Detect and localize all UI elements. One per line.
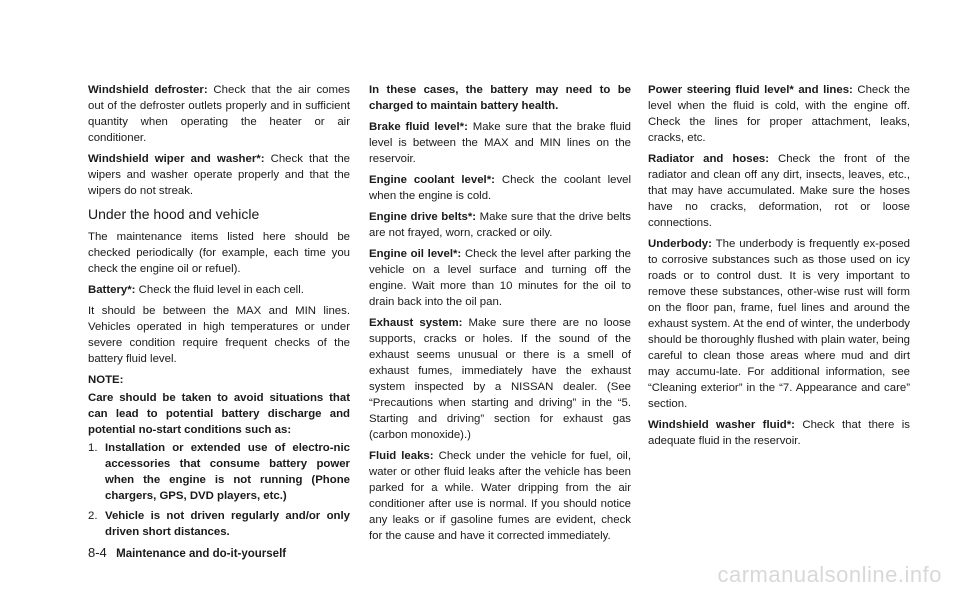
page-footer bbox=[88, 545, 286, 560]
item-label: Windshield washer fluid*: bbox=[648, 419, 795, 431]
bold-text: In these cases, the battery may need to be charged to maintain battery health. bbox=[369, 84, 631, 112]
paragraph-drive-belts bbox=[369, 209, 631, 241]
item-label: Brake fluid level*: bbox=[369, 121, 468, 133]
intro-paragraph: The maintenance items listed here should be checked periodically (for example, each time you check the engine oil or refuel). bbox=[88, 231, 350, 275]
item-label: Windshield defroster: bbox=[88, 84, 208, 96]
item-text: The underbody is frequently ex-posed to corrosive substances such as those used on icy roads or to control dust. It is very important to remove these substances, other-wise rust will form on the floor pan, frame, fuel lines and around the exhaust system. At the end of winter, the underbody should be thoroughly flushed with plain water, being careful to clean those areas where mud and dirt may accumu-late. For additional information, see “Cleaning exterior” in the “7. Appearance and care” section. bbox=[648, 238, 910, 410]
list-number: 2. bbox=[88, 510, 98, 522]
section-heading: Under the hood and vehicle bbox=[88, 206, 260, 222]
item-text: Make sure that the drive belts are not frayed, worn, cracked or oily. bbox=[369, 211, 631, 239]
column-middle bbox=[369, 82, 631, 549]
item-label: Fluid leaks: bbox=[369, 450, 434, 462]
note-text: Care should be taken to avoid situations that can lead to potential battery discharge and potential no-start conditions such as: bbox=[88, 392, 350, 436]
paragraph-windshield-defroster bbox=[88, 82, 350, 146]
battery-detail-paragraph: It should be between the MAX and MIN lines. Vehicles operated in high temperatures or under severe condition require frequent checks of the battery fluid level. bbox=[88, 305, 350, 365]
item-label: Engine oil level*: bbox=[369, 248, 462, 260]
item-text: Make sure that the brake fluid level is between the MAX and MIN lines on the reservoir. bbox=[369, 121, 631, 165]
paragraph-fluid-leaks bbox=[369, 448, 631, 544]
note-list bbox=[88, 440, 350, 540]
paragraph-wiper-washer bbox=[88, 151, 350, 199]
item-label: Radiator and hoses: bbox=[648, 153, 770, 165]
section-title: Maintenance and do-it-yourself bbox=[116, 548, 287, 560]
paragraph-battery bbox=[88, 282, 350, 298]
note-title: NOTE: bbox=[88, 374, 124, 386]
list-text: Installation or extended use of electro-nic accessories that consume battery power when the engine is not running (Phone chargers, GPS, DVD players, etc.) bbox=[105, 442, 350, 502]
paragraph-engine-coolant bbox=[369, 172, 631, 204]
watermark: carmanualsonline.info bbox=[717, 562, 942, 587]
item-label: Power steering fluid level* and lines: bbox=[648, 84, 853, 96]
item-text: Check the level after parking the vehicle on a level surface and turning off the engine. Wait more than 10 minutes for the oil to drain back into the oil pan. bbox=[369, 248, 631, 308]
item-text: Check the coolant level when the engine is cold. bbox=[369, 174, 631, 202]
list-text: Vehicle is not driven regularly and/or only driven short distances. bbox=[105, 510, 350, 538]
page-number: 8-4 bbox=[88, 545, 107, 560]
item-label: Underbody: bbox=[648, 238, 712, 250]
paragraph-engine-oil bbox=[369, 246, 631, 310]
item-text: Check that the wipers and washer operate properly and that the wipers do not streak. bbox=[88, 153, 350, 197]
item-label: Engine coolant level*: bbox=[369, 174, 495, 186]
list-item bbox=[88, 440, 350, 504]
item-text: Check that the air comes out of the defroster outlets properly and in sufficient quantity when operating the heater or air conditioner. bbox=[88, 84, 350, 144]
paragraph-washer-fluid bbox=[648, 417, 910, 449]
item-label: Windshield wiper and washer*: bbox=[88, 153, 265, 165]
column-left bbox=[88, 82, 350, 544]
paragraph-exhaust-system bbox=[369, 315, 631, 443]
item-label: Battery*: bbox=[88, 284, 136, 296]
paragraph-underbody bbox=[648, 236, 910, 412]
list-item bbox=[88, 508, 350, 540]
item-text: Make sure there are no loose supports, cracks or holes. If the sound of the exhaust seems unusual or there is a smell of exhaust fumes, immediately have the exhaust system inspected by a NISSAN dealer. (See “Precautions when starting and driving” in the “5. Starting and driving” section for exhaust gas (carbon monoxide).) bbox=[369, 317, 632, 441]
item-text: Check the front of the radiator and clean off any dirt, insects, leaves, etc., that may have accumulated. Make sure the hoses have no cracks, deformation, rot or loose connections. bbox=[648, 153, 910, 229]
paragraph-radiator-hoses bbox=[648, 151, 910, 231]
item-text: Check the fluid level in each cell. bbox=[135, 284, 304, 296]
column-right bbox=[648, 82, 910, 454]
item-text: Check under the vehicle for fuel, oil, water or other fluid leaks after the vehicle has been parked for a while. Water dripping from the air conditioner after use is normal. If you should notice any leaks or if gasoline fumes are evident, check for the cause and have it corrected immediately. bbox=[369, 450, 632, 542]
item-text: Check the level when the fluid is cold, with the engine off. Check the lines for proper attachment, leaks, cracks, etc. bbox=[648, 84, 911, 144]
paragraph-power-steering bbox=[648, 82, 910, 146]
item-text: Check that there is adequate fluid in the reservoir. bbox=[648, 419, 910, 447]
item-label: Engine drive belts*: bbox=[369, 211, 477, 223]
paragraph-brake-fluid bbox=[369, 119, 631, 167]
item-label: Exhaust system: bbox=[369, 317, 463, 329]
battery-cases-paragraph bbox=[369, 82, 631, 114]
list-number: 1. bbox=[88, 442, 98, 454]
